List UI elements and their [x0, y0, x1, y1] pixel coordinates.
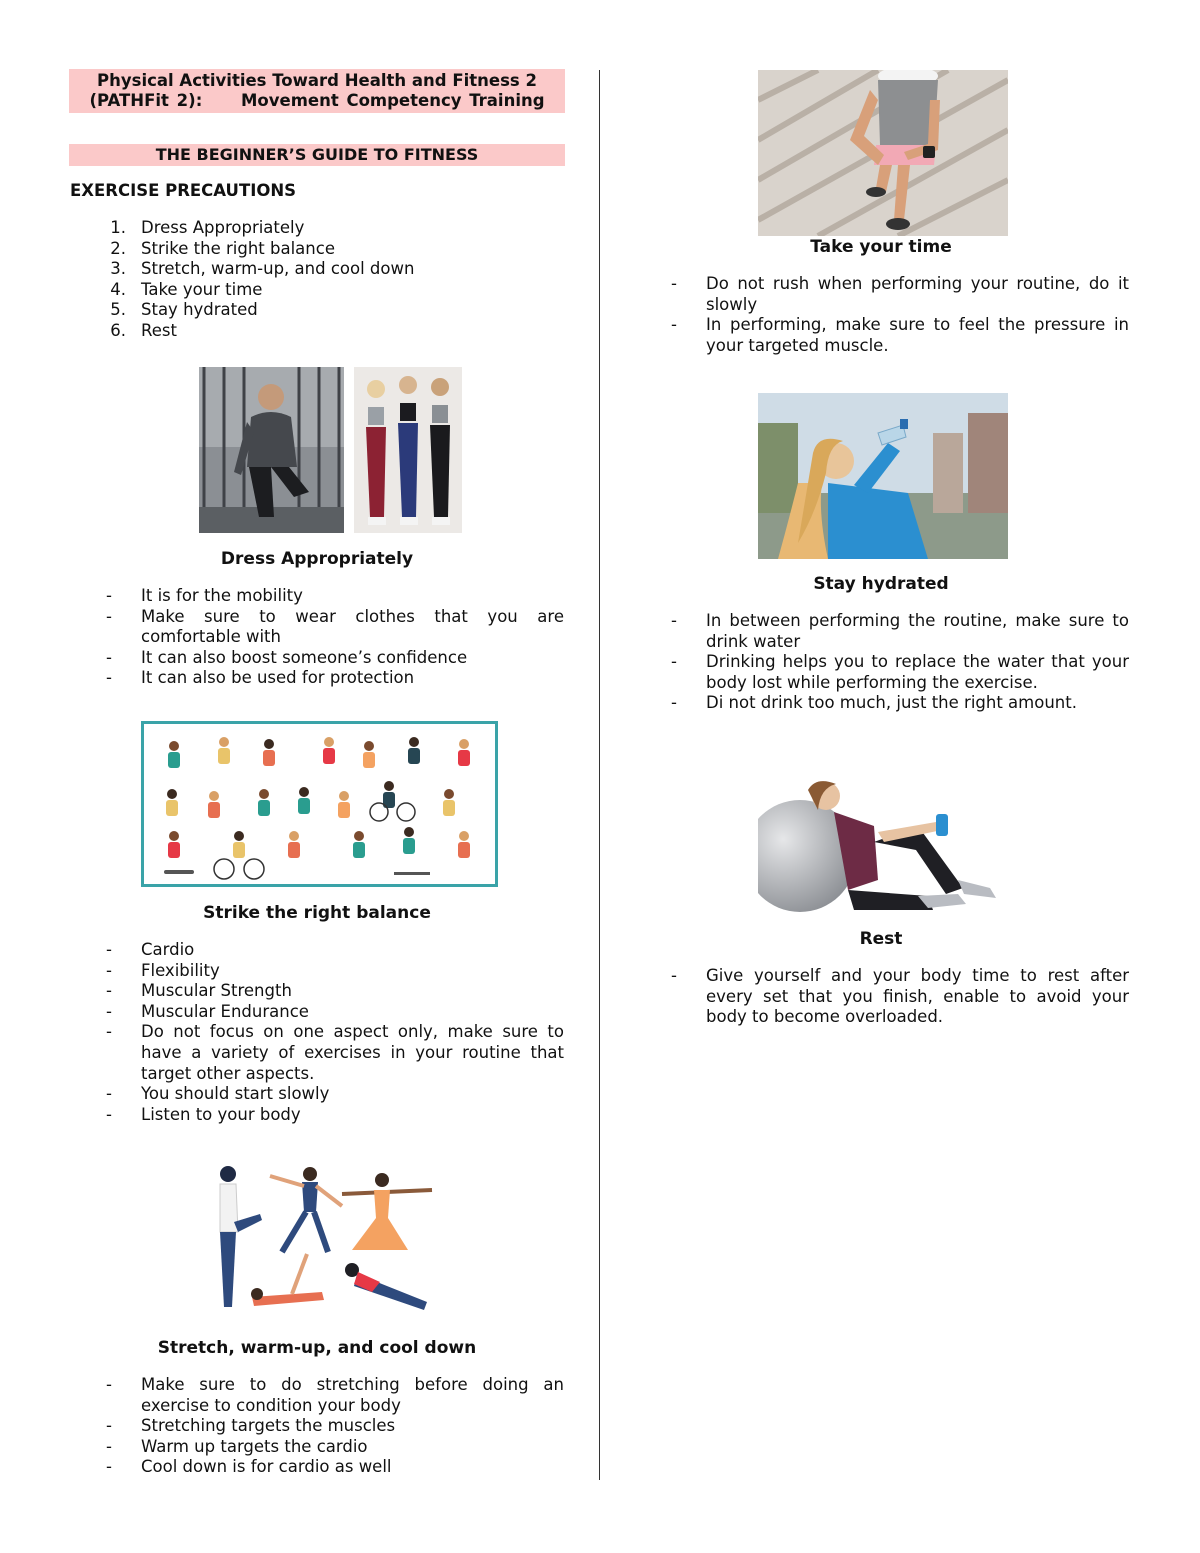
list-item: 2. Strike the right balance [110, 238, 335, 258]
hydrated-bullets [671, 611, 1129, 714]
list-item: - Muscular Endurance [106, 1001, 309, 1021]
list-item: - Drinking helps you to replace the water that your body lost while performing the exercise. [671, 652, 1129, 692]
list-item: - Do not rush when performing your routine, do it slowly [671, 274, 1129, 314]
guide-title: THE BEGINNER’S GUIDE TO FITNESS [69, 144, 565, 166]
stretch-illustration [212, 1162, 437, 1317]
list-item: - It can also be used for protection [106, 668, 415, 688]
precautions-heading: EXERCISE PRECAUTIONS [70, 181, 297, 200]
caption-time: Take your time [810, 237, 952, 257]
list-item: - Do not focus on one aspect only, make sure to have a variety of exercises in your routine that target other aspects. [106, 1022, 564, 1083]
document-title [69, 69, 565, 113]
list-item: - Listen to your body [106, 1104, 301, 1124]
stretch-bullets [106, 1375, 564, 1478]
list-item: 6. Rest [110, 320, 177, 340]
hydrated-photo [758, 393, 1008, 559]
list-item: 5. Stay hydrated [110, 300, 258, 320]
list-item: - Give yourself and your body time to rest after every set that you finish, enable to avoid your body to become overloaded. [671, 966, 1129, 1027]
title-line-1: Physical Activities Toward Health and Fitness 2 [97, 71, 537, 90]
list-item: - Flexibility [106, 960, 220, 980]
dress-bullets [106, 586, 564, 689]
list-item: - It is for the mobility [106, 586, 303, 605]
time-bullets [671, 274, 1129, 356]
list-item: - Make sure to do stretching before doing an exercise to condition your body [106, 1375, 564, 1415]
rest-bullets [671, 966, 1129, 1028]
rest-photo [758, 770, 1028, 915]
list-item: 3. Stretch, warm-up, and cool down [110, 259, 415, 279]
list-item: 4. Take your time [110, 279, 263, 299]
column-divider [599, 70, 600, 1480]
caption-hydrated: Stay hydrated [813, 574, 949, 594]
list-item: - It can also boost someone’s confidence [106, 647, 468, 667]
caption-stretch: Stretch, warm-up, and cool down [157, 1338, 477, 1358]
list-item: - You should start slowly [106, 1084, 330, 1104]
balance-illustration [141, 721, 498, 887]
caption-balance: Strike the right balance [203, 903, 431, 923]
list-item: 1. Dress Appropriately [110, 218, 305, 237]
list-item: - Cool down is for cardio as well [106, 1457, 392, 1477]
caption-rest: Rest [859, 929, 903, 949]
list-item: - Cardio [106, 940, 195, 959]
title-line-2: (PATHFit 2): Movement Competency Training [89, 91, 545, 110]
list-item: - Make sure to wear clothes that you are comfortable with [106, 606, 564, 647]
balance-bullets [106, 940, 564, 1125]
caption-dress: Dress Appropriately [220, 549, 414, 569]
dress-photo-women [354, 367, 462, 533]
list-item: - In performing, make sure to feel the pressure in your targeted muscle. [671, 315, 1129, 355]
list-item: - Muscular Strength [106, 981, 292, 1001]
dress-photo-man [199, 367, 344, 533]
list-item: - Di not drink too much, just the right amount. [671, 693, 1077, 713]
list-item: - In between performing the routine, make sure to drink water [671, 611, 1129, 651]
take-time-photo [758, 70, 1008, 236]
list-item: - Warm up targets the cardio [106, 1436, 368, 1456]
list-item: - Stretching targets the muscles [106, 1416, 396, 1436]
precautions-list [110, 218, 561, 342]
